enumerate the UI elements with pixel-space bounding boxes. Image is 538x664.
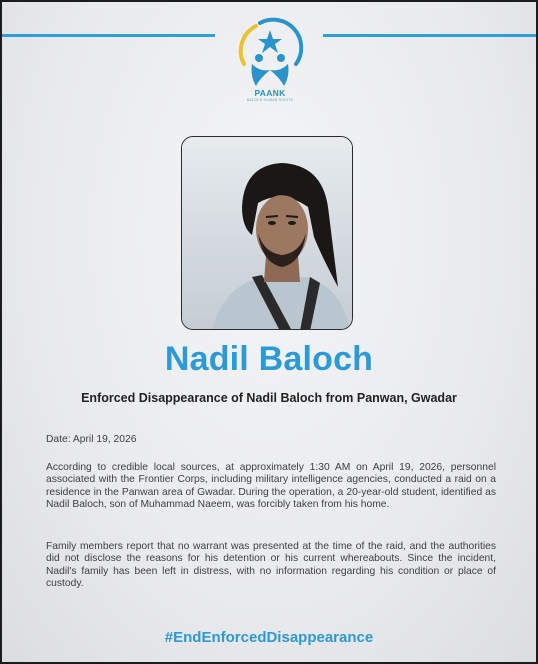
hashtag: #EndEnforcedDisappearance [164,629,374,646]
logo-subtext: BALOCH HUMAN RIGHTS [246,98,294,102]
poster [2,2,536,662]
header-line-right [323,34,536,37]
profile-photo [181,136,353,330]
person-name: Nadil Baloch [164,340,374,378]
portrait-image [182,137,353,330]
logo-name: PAANK [254,88,286,98]
paragraph-2: Family members report that no warrant was presented at the time of the raid, and the authorities did not disclose the reasons for his detention or his current whereabouts. Since the incident, Nadil's family has been left in distress, with no information regarding his condition or place of custody. [46,541,496,590]
paragraph-1: According to credible local sources, at approximately 1:30 AM on April 19, 2026, personnel associated with the Frontier Corps, including military intelligence agencies, conducted a raid on a residence in the Panwan area of Gwadar. During the operation, a 20-year-old student, identified as Nadil Baloch, son of Muhammad Naeem, was forcibly taken from his home. [46,462,496,511]
header-line-left [2,34,215,37]
date-line: Date: April 19, 2026 [46,434,137,445]
headline: Enforced Disappearance of Nadil Baloch from Panwan, Gwadar [81,391,457,405]
